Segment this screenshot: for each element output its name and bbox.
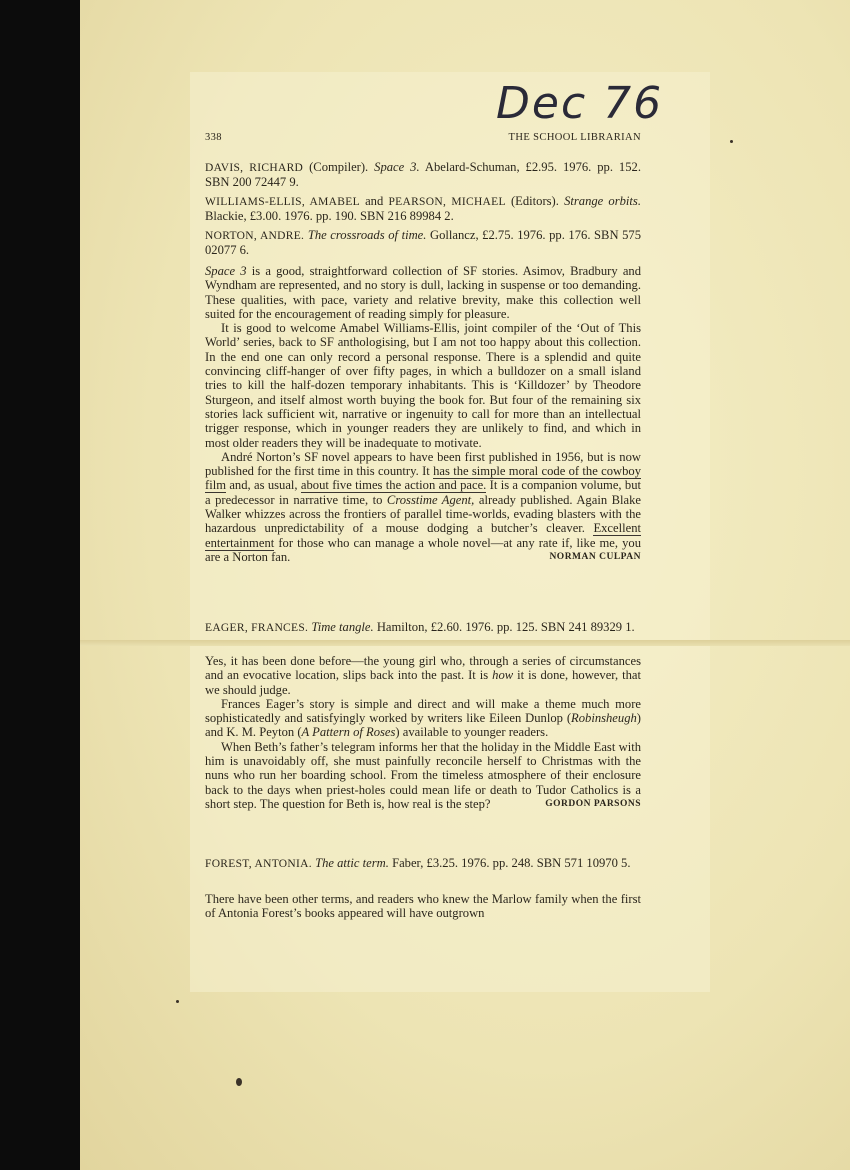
review-paragraph: André Norton’s SF novel appears to have been first published in 1956, but is now published for the first time in this country. It has the simple moral code of the cowboy film and, as usual, about five times the action and pace. It is a companion volume, but a predecessor in narrative time, to Crosstime Agent, already published. Again Blake Walker whizzes across the frontiers of parallel time-worlds, evading blasters with the hazardous unpredictability of a mouse dodging a butcher’s cleaver. Excellent entertainment for those who can manage a whole novel—at any rate if, like me, you are a Norton fan. NORMAN CULPAN [205,449,641,564]
paper-fold [80,640,850,646]
review-paragraph: Space 3 is a good, straightforward collection of SF stories. Asimov, Bradbury and Wyndham are represented, and no story is dull, lacking in suspense or too demanding. These qualities, with pace, variety and relative brevity, make this collection well suited for the encouragement of reading simply for pleasure. [205,264,641,321]
review-paragraph: It is good to welcome Amabel Williams-Ellis, joint compiler of the ‘Out of This World’ series, back to SF anthologising, but I am not too happy about this collection. In the end one can only record a personal response. There is a splendid and quite convincing cliff-hanger of over fifty pages, in which a bulldozer on a small island tries to kill the half-dozen temporary inhabitants. This is ‘Killdozer’ by Theodore Sturgeon, and itself almost worth buying the book for. But four of the remaining six stories lack sufficient wit, narrative or ingenuity to call for more than an intellectual trigger response, which in younger readers they are unlikely to find, and which in most older readers they will be inadequate to motivate. [205,321,641,450]
reviewer-signature: GORDON PARSONS [545,798,641,809]
review-parsons [205,654,641,811]
reviewer-signature: NORMAN CULPAN [549,551,641,562]
review-paragraph: Yes, it has been done before—the young girl who, through a series of circumstances and an evocative location, slips back into the past. It is how it is done, however, that we should judge. [205,654,641,697]
entry-williams-ellis: WILLIAMS-ELLIS, AMABEL and PEARSON, MICHAEL (Editors). Strange orbits. Blackie, £3.00. 1976. pp. 190. SBN 216 89984 2. [205,194,641,224]
review-paragraph: Frances Eager’s story is simple and direct and will make a theme much more sophisticatedly and satisfyingly worked by writers like Eileen Dunlop (Robinsheugh) and K. M. Peyton (A Pattern of Roses) available to younger readers. [205,696,641,740]
page-number: 338 [205,132,222,143]
review-paragraph: There have been other terms, and readers who knew the Marlow family when the first of Antonia Forest’s books appeared will have outgrown [205,892,641,921]
handwritten-date: Dec 76 [496,78,664,129]
review-forest [205,892,641,921]
review-culpan [205,264,641,564]
journal-title: THE SCHOOL LIBRARIAN [508,132,641,143]
paper-speck [236,1078,242,1086]
paper-speck [176,1000,179,1003]
scanner-edge [0,0,80,1170]
entry-eager: EAGER, FRANCES. Time tangle. Hamilton, £2.60. 1976. pp. 125. SBN 241 89329 1. [205,620,635,634]
entry-davis: DAVIS, RICHARD (Compiler). Space 3. Abelard-Schuman, £2.95. 1976. pp. 152. SBN 200 72447 9. [205,160,641,190]
entry-forest: FOREST, ANTONIA. The attic term. Faber, £3.25. 1976. pp. 248. SBN 571 10970 5. [205,856,631,870]
entry-norton: NORTON, ANDRE. The crossroads of time. Gollancz, £2.75. 1976. pp. 176. SBN 575 02077 6. [205,228,641,258]
review-paragraph: When Beth’s father’s telegram informs her that the holiday in the Middle East with him is unavoidably off, she must painfully reconcile herself to Christmas with the nuns who run her boarding school. From the timeless atmosphere of their enclosure back to the days when priest-holes could mean life or death to Tudor Catholics is a short step. The question for Beth is, how real is the step? GORDON PARSONS [205,739,641,811]
paper-speck [730,140,733,143]
